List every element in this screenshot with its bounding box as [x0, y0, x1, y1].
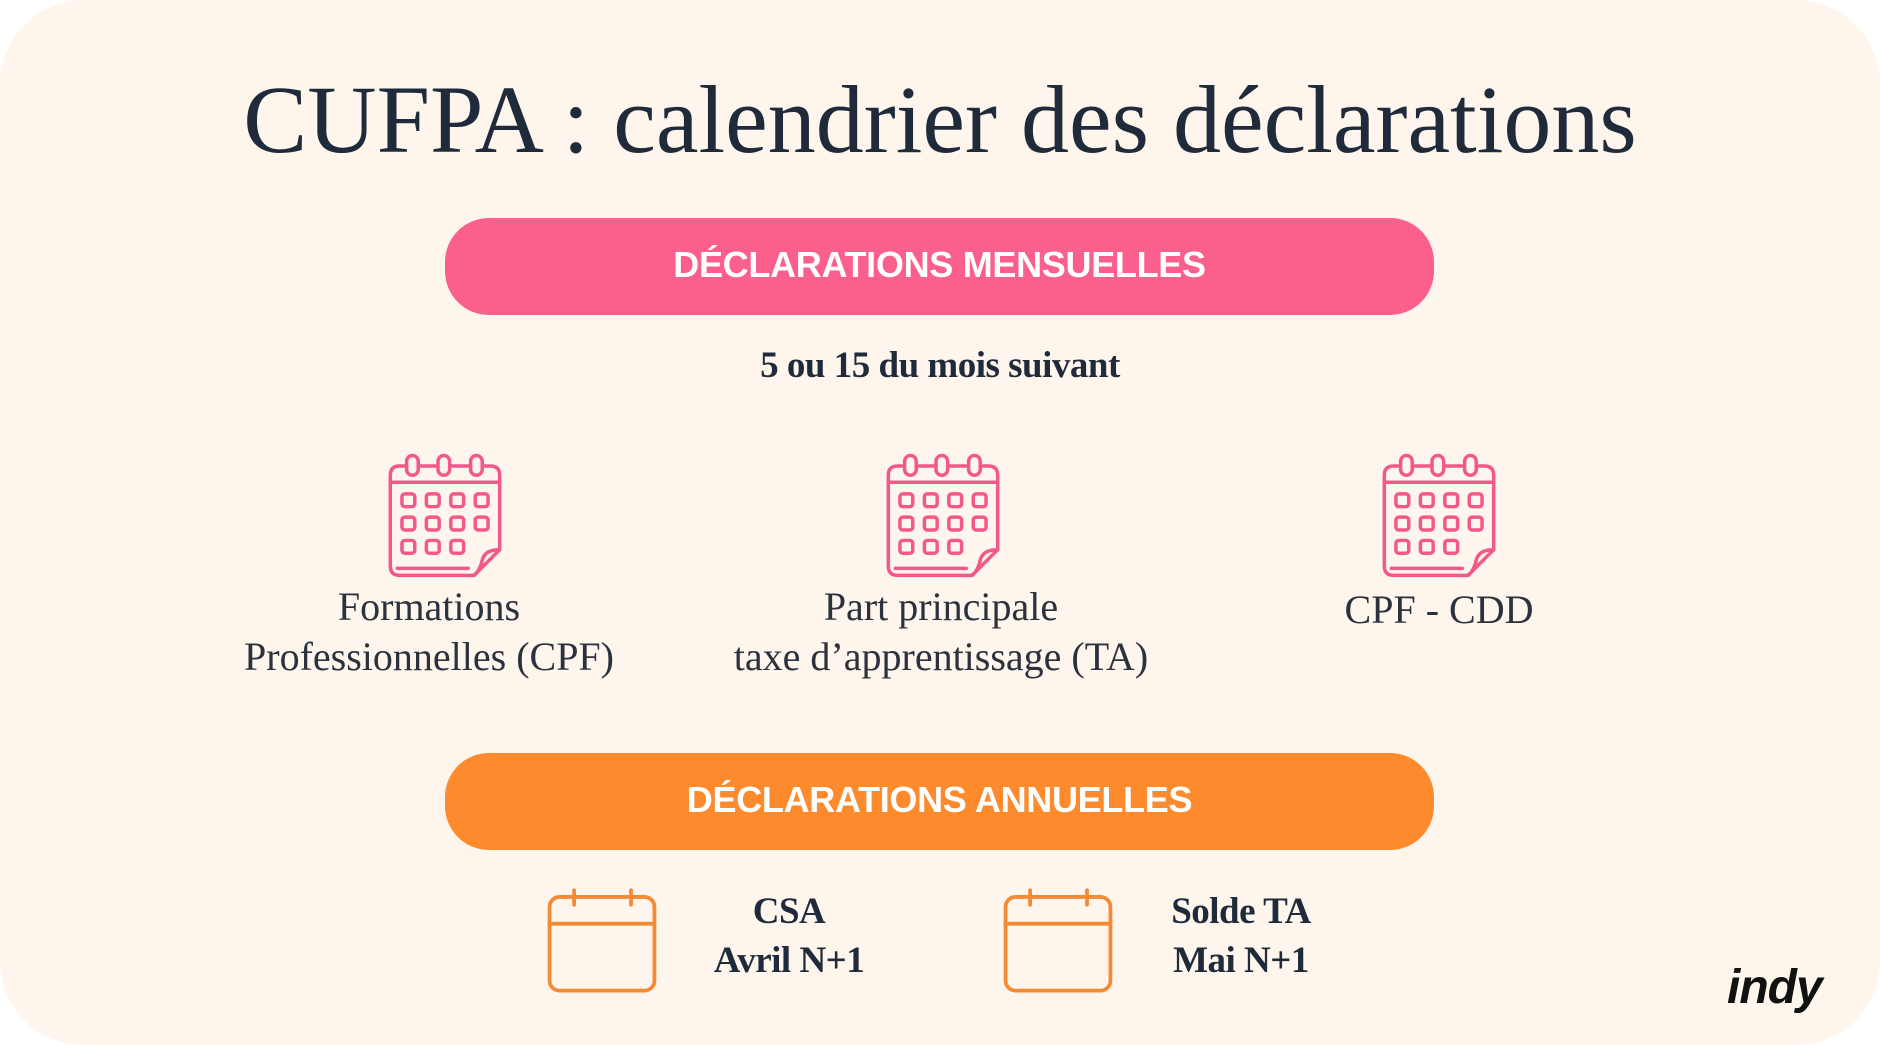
monthly-item-label-line: Professionnelles (CPF)	[244, 634, 614, 679]
monthly-item-label	[179, 582, 679, 682]
monthly-item-label-line: Part principale	[823, 584, 1059, 629]
calendar-grid-icon	[386, 452, 504, 580]
annual-item-text	[639, 887, 939, 985]
annual-item-deadline: Avril N+1	[713, 940, 865, 981]
annual-item-name: Solde TA	[1171, 891, 1311, 932]
indy-logo: indy	[1727, 961, 1822, 1014]
annual-banner	[445, 753, 1434, 850]
page-title: CUFPA : calendrier des déclarations	[243, 66, 1637, 173]
annual-item-deadline: Mai N+1	[1173, 940, 1309, 981]
annual-banner-label: DÉCLARATIONS ANNUELLES	[686, 779, 1193, 820]
monthly-item-label-line: taxe d’apprentissage (TA)	[733, 634, 1149, 679]
annual-item-name: CSA	[752, 891, 826, 932]
monthly-item-label-line: CPF - CDD	[1344, 587, 1534, 632]
monthly-deadline: 5 ou 15 du mois suivant	[760, 345, 1120, 386]
monthly-banner-label: DÉCLARATIONS MENSUELLES	[673, 244, 1206, 285]
monthly-banner	[445, 218, 1434, 315]
monthly-item-label	[1189, 585, 1689, 635]
calendar-grid-icon	[884, 452, 1002, 580]
monthly-item-label	[691, 582, 1191, 682]
annual-item-text	[1091, 887, 1391, 985]
monthly-item-label-line: Formations	[337, 584, 521, 629]
calendar-grid-icon	[1380, 452, 1498, 580]
